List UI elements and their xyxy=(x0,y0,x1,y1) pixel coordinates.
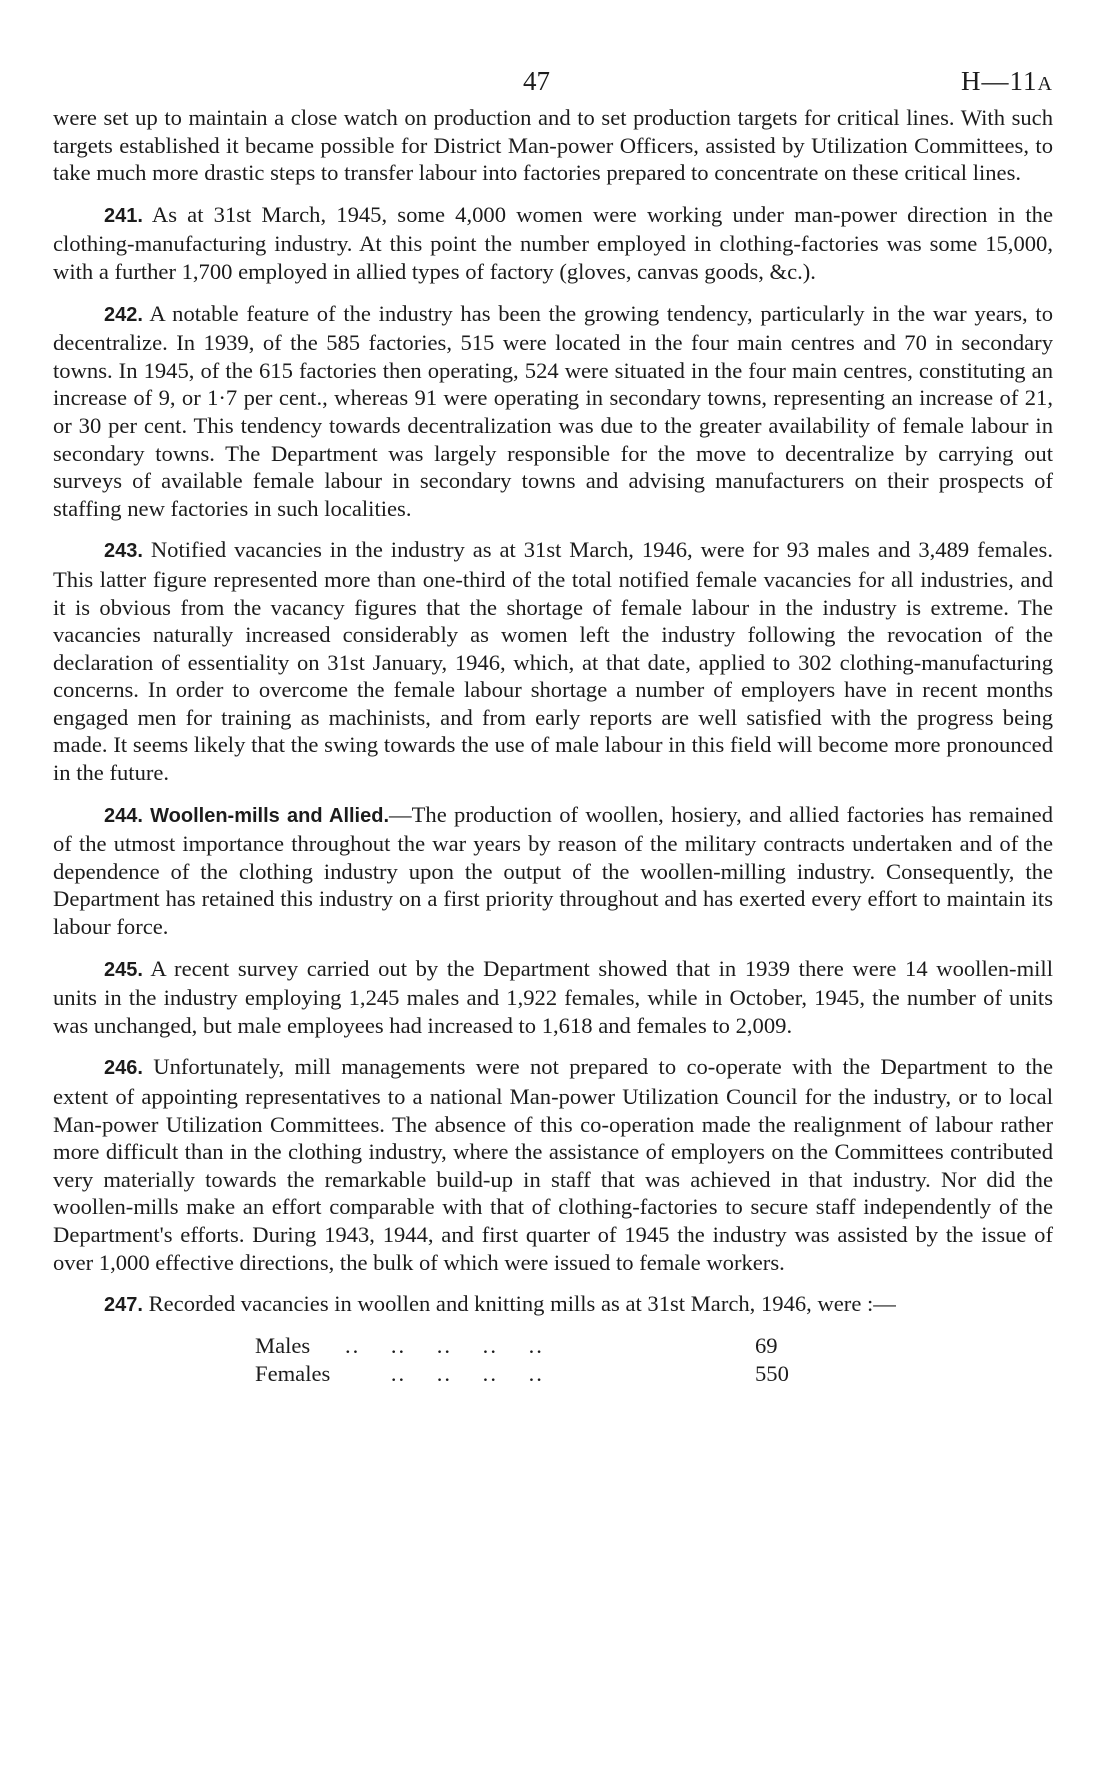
paragraph-245 xyxy=(53,955,1053,1040)
paragraph-number: 242. xyxy=(104,303,143,326)
paragraph-text: Recorded vacancies in woollen and knitting mills as at 31st March, 1946, were :— xyxy=(142,1291,896,1317)
paragraph-246 xyxy=(53,1053,1053,1276)
document-reference xyxy=(961,66,1053,97)
paragraph-number: 246. xyxy=(104,1057,143,1080)
vacancy-row-males xyxy=(255,1332,815,1360)
paragraph-text: Unfortunately, mill managements were not prepared to co-operate with the Department to the extent of appointing representatives to a national Man-power Utilization Council for the industry, or to local Man-power Utilization Committees. The absence of this co-operation made the realignment of labour rather more difficult than in the clothing industry, where the assistance of employers on the Committees contributed very materially towards the remarkable build-up in staff that was achieved in that industry. Nor did the woollen-mills make an effort comparable with that of clothing-factories to secure staff independently of the Department's efforts. During 1943, 1944, and first quarter of 1945 the industry was assisted by the issue of over 1,000 effective directions, the bulk of which were issued to female workers. xyxy=(53,1054,1053,1275)
vacancy-table xyxy=(255,1332,815,1388)
paragraph-247 xyxy=(53,1290,1053,1320)
vacancy-value: 550 xyxy=(755,1360,789,1386)
document-reference-main: H—11 xyxy=(961,66,1038,96)
paragraph-text: As at 31st March, 1945, some 4,000 women were working under man-power direction in the clothing-manufacturing industry. At this point the number employed in clothing-factories was some 15,000, with a further 1,700 employed in allied types of factory (gloves, canvas goods, &c.). xyxy=(53,201,1053,284)
paragraph-number: 243. xyxy=(104,540,143,563)
paragraph-text: A recent survey carried out by the Department showed that in 1939 there were 14 woollen-mill units in the industry employing 1,245 males and 1,922 females, while in October, 1945, the number of units was unchanged, but male employees had increased to 1,618 and females to 2,009. xyxy=(53,955,1053,1038)
body-text xyxy=(53,104,1053,1388)
paragraph-text: —The production of woollen, hosiery, and allied factories has remained of the utmost importance throughout the war years by reason of the military contracts undertaken and of the dependence of the clothing industry upon the output of the woollen-milling industry. Consequently, the Department has retained this industry on a first priority throughout and has exerted every effort to maintain its labour force. xyxy=(53,801,1053,940)
vacancy-label: Males xyxy=(255,1332,311,1358)
page-number: 47 xyxy=(523,66,550,96)
document-page xyxy=(53,66,1053,1388)
paragraph-text: Notified vacancies in the industry as at 31st March, 1946, were for 93 males and 3,489 females. This latter figure represented more than one-third of the total notified female vacancies for all industries, and it is obvious from the vacancy figures that the shortage of female labour in the industry is extreme. The vacancies naturally increased considerably as women left the industry following the revocation of the declaration of essentiality on 31st January, 1946, which, at that date, applied to 302 clothing-manufacturing concerns. In order to overcome the female labour shortage a number of employers have in recent months engaged men for training as machinists, and from early reports are well satisfied with the progress being made. It seems likely that the swing towards the use of male labour in this field will become more pronounced in the future. xyxy=(53,537,1053,786)
paragraph-243 xyxy=(53,536,1053,786)
paragraph-244 xyxy=(53,801,1053,941)
vacancy-value: 69 xyxy=(755,1332,778,1358)
paragraph-number: 241. xyxy=(104,204,143,227)
section-heading: Woollen-mills and Allied. xyxy=(142,804,390,827)
paragraph-242 xyxy=(53,300,1053,523)
vacancy-label: Females xyxy=(255,1360,331,1386)
paragraph-continuation xyxy=(53,104,1053,187)
vacancy-row-females xyxy=(255,1360,815,1388)
dot-leader: .. .. .. .. xyxy=(345,1360,544,1386)
dot-leader: .. .. .. .. .. xyxy=(345,1332,544,1358)
paragraph-number: 247. xyxy=(104,1294,143,1317)
paragraph-number: 244. xyxy=(104,804,143,827)
paragraph-241 xyxy=(53,201,1053,286)
paragraph-text: A notable feature of the industry has been the growing tendency, particularly in the war years, to decentralize. In 1939, of the 585 factories, 515 were located in the four main centres and 70 in secondary towns. In 1945, of the 615 factories then operating, 524 were situated in the four main centres, constituting an increase of 9, or 1·7 per cent., whereas 91 were operating in secondary towns, representing an increase of 21, or 30 per cent. This tendency towards decentralization was due to the greater availability of female labour in secondary towns. The Department was largely responsible for the move to decentralize by carrying out surveys of available female labour in secondary towns and advising manufacturers on their prospects of staffing new factories in such localities. xyxy=(53,300,1053,521)
paragraph-number: 245. xyxy=(104,958,143,981)
page-header xyxy=(53,66,1053,98)
paragraph-text: were set up to maintain a close watch on production and to set production targets for critical lines. With such targets established it became possible for District Man-power Officers, assisted by Utilization Committees, to take much more drastic steps to transfer labour into factories prepared to concentrate on these critical lines. xyxy=(53,105,1053,186)
document-reference-suffix: A xyxy=(1037,73,1053,95)
